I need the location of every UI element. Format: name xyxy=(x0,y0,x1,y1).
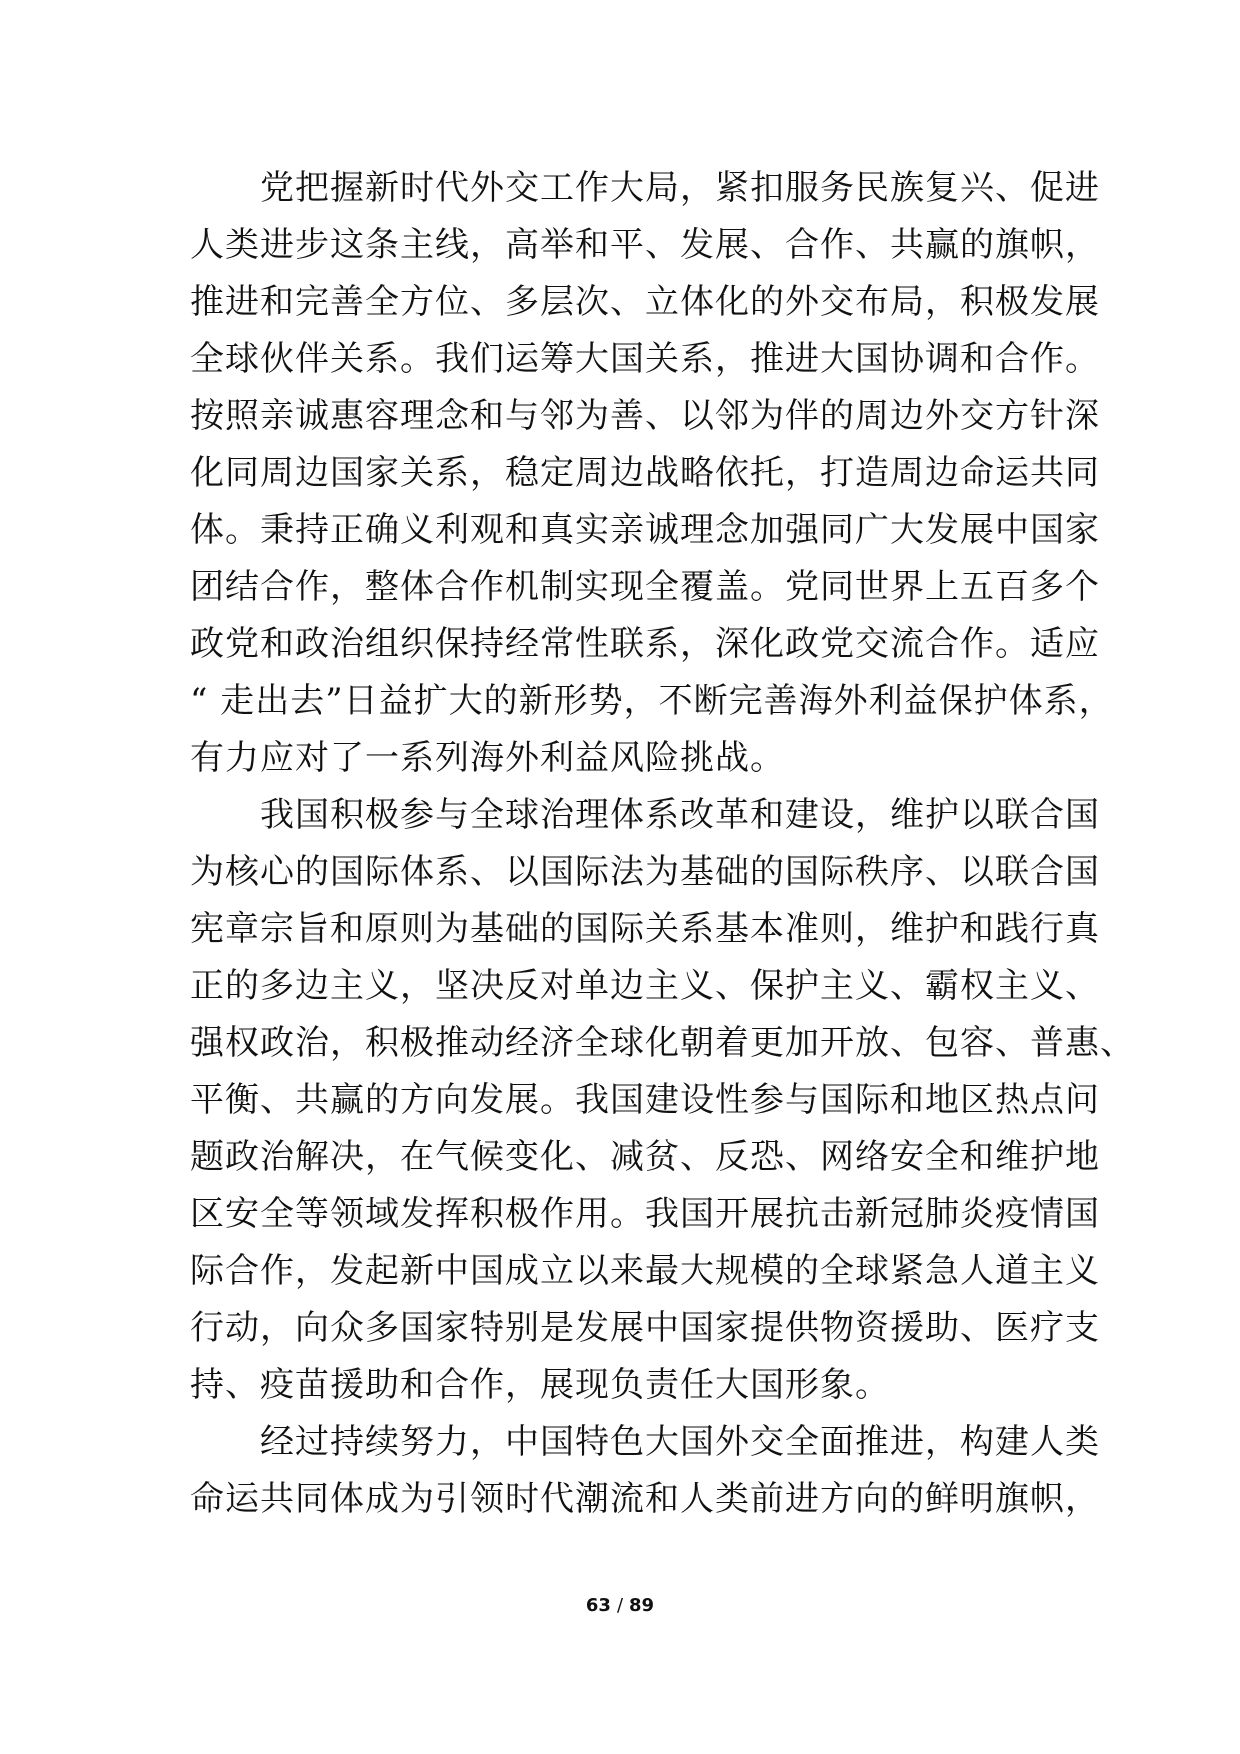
paragraph-2-line-6: 平衡、共赢的方向发展。我国建设性参与国际和地区热点问 xyxy=(190,1080,1100,1120)
page-number-footer xyxy=(0,1595,1240,1616)
paragraph-2-line-1: 我国积极参与全球治理体系改革和建设，维护以联合国 xyxy=(190,795,1100,835)
paragraph-1-line-6: 化同周边国家关系，稳定周边战略依托，打造周边命运共同 xyxy=(190,453,1100,493)
paragraph-2-line-8: 区安全等领域发挥积极作用。我国开展抗击新冠肺炎疫情国 xyxy=(190,1194,1100,1234)
total-page-count: 89 xyxy=(629,1595,655,1616)
paragraph-1-line-7: 体。秉持正确义利观和真实亲诚理念加强同广大发展中国家 xyxy=(190,510,1100,550)
paragraph-2-line-3: 宪章宗旨和原则为基础的国际关系基本准则，维护和践行真 xyxy=(190,909,1100,949)
paragraph-1-line-1: 党把握新时代外交工作大局，紧扣服务民族复兴、促进 xyxy=(190,168,1100,208)
paragraph-3-line-1: 经过持续努力，中国特色大国外交全面推进，构建人类 xyxy=(190,1422,1100,1462)
body-text xyxy=(190,160,1135,1528)
paragraph-2-line-10: 行动，向众多国家特别是发展中国家提供物资援助、医疗支 xyxy=(190,1308,1100,1348)
paragraph-1-line-4: 全球伙伴关系。我们运筹大国关系，推进大国协调和合作。 xyxy=(190,339,1100,379)
paragraph-2-line-4: 正的多边主义，坚决反对单边主义、保护主义、霸权主义、 xyxy=(190,966,1100,1006)
paragraph-2-line-2: 为核心的国际体系、以国际法为基础的国际秩序、以联合国 xyxy=(190,852,1100,892)
paragraph-1-line-8: 团结合作，整体合作机制实现全覆盖。党同世界上五百多个 xyxy=(190,567,1100,607)
paragraph-1-line-9: 政党和政治组织保持经常性联系，深化政党交流合作。适应 xyxy=(190,624,1100,664)
paragraph-2-line-5: 强权政治，积极推动经济全球化朝着更加开放、包容、普惠、 xyxy=(190,1023,1135,1063)
page-number-separator: / xyxy=(616,1595,624,1616)
paragraph-2-line-7: 题政治解决，在气候变化、减贫、反恐、网络安全和维护地 xyxy=(190,1137,1100,1177)
paragraph-1-line-2: 人类进步这条主线，高举和平、发展、合作、共赢的旗帜， xyxy=(190,225,1100,265)
paragraph-2-line-9: 际合作，发起新中国成立以来最大规模的全球紧急人道主义 xyxy=(190,1251,1100,1291)
paragraph-1-line-10: “ 走出去”日益扩大的新形势，不断完善海外利益保护体系， xyxy=(190,681,1114,721)
current-page-number: 63 xyxy=(585,1595,611,1616)
paragraph-2-line-11: 持、疫苗援助和合作，展现负责任大国形象。 xyxy=(190,1365,890,1405)
paragraph-1-line-11: 有力应对了一系列海外利益风险挑战。 xyxy=(190,738,785,778)
paragraph-1-line-5: 按照亲诚惠容理念和与邻为善、以邻为伴的周边外交方针深 xyxy=(190,396,1100,436)
paragraph-3-line-2: 命运共同体成为引领时代潮流和人类前进方向的鲜明旗帜， xyxy=(190,1479,1100,1519)
paragraph-1-line-3: 推进和完善全方位、多层次、立体化的外交布局，积极发展 xyxy=(190,282,1100,322)
